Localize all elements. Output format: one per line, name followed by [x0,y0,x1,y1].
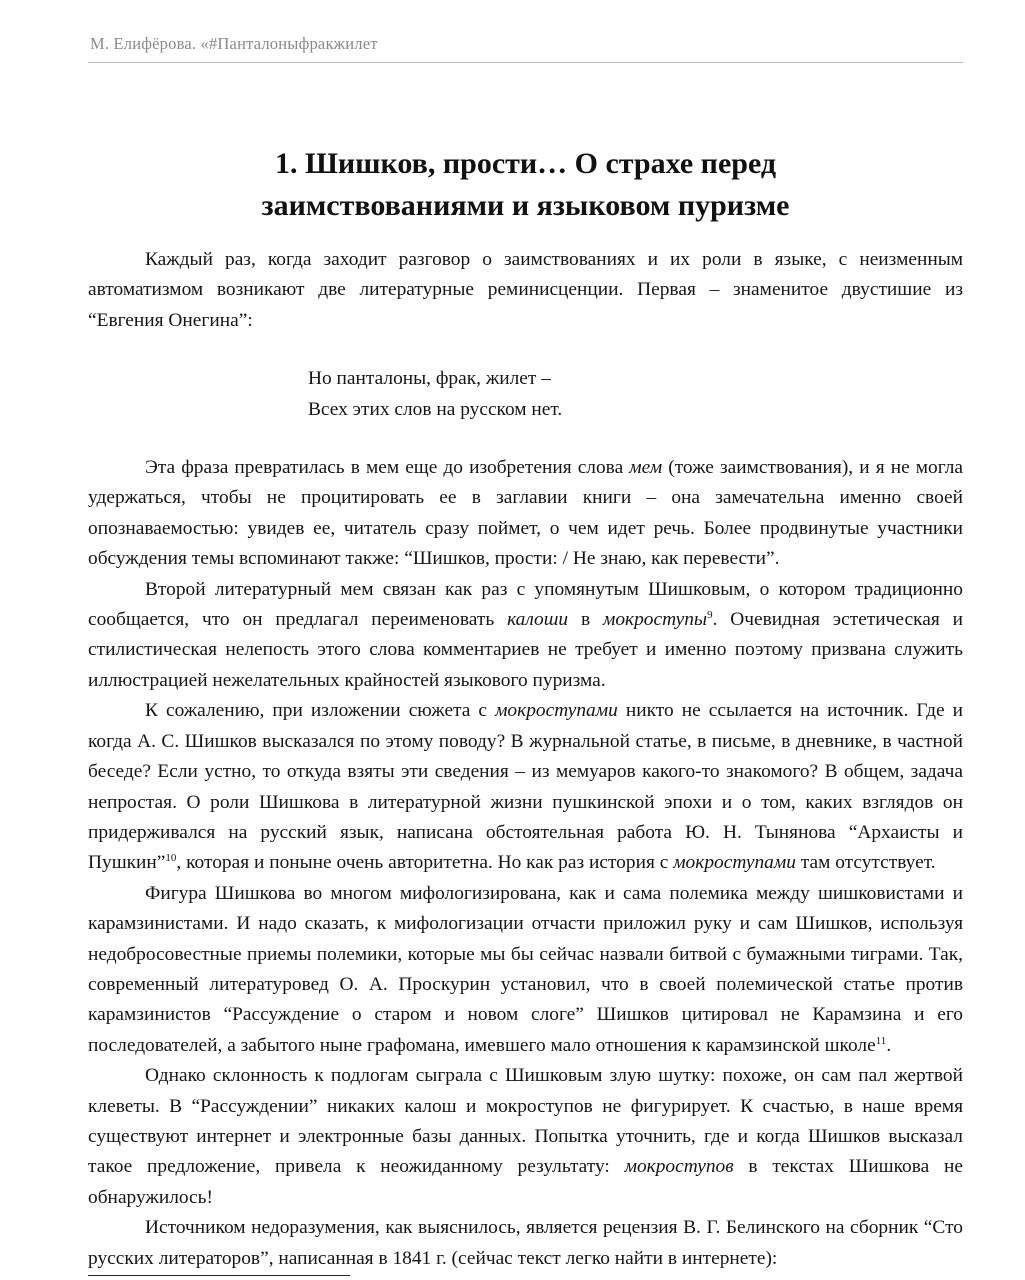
paragraph-4 [88,696,963,878]
paragraph-3-em-2: мокроступы [602,609,708,631]
paragraph-3-text-c: . Очевидная эстетическая и стилистическая нелепость этого слова комментариев не требует и именно поэтому призвана служить иллюстрацией нежелательных крайностей языкового пуризма. [88,609,963,691]
paragraph-5-text-b: . [886,1034,892,1056]
paragraph-5-text-a: Фигура Шишкова во многом мифологизирована, как и сама полемика между шишковистами и карамзинистами. И надо сказать, к мифологизации отчасти приложил руку и сам Шишков, используя недобросовестные приемы полемики, которые мы бы сейчас назвали битвой с бумажными тиграми. Так, современный литературовед О. А. Проскурин установил, что в своей полемической статье против карамзинистов “Рассуждение о старом и новом слоге” Шишков цитировал не Карамзина и его последователей, а забытого ныне графомана, имевшего мало отношения к карамзинской школе [88,882,963,1056]
paragraph-3-text-a: Второй литературный мем связан как раз с упомянутым Шишковым, о котором традиционно сообщается, что он предлагал переименовать [88,578,963,631]
chapter-title-line-2: заимствованиями и языковом пуризме [261,189,790,222]
paragraph-1: Каждый раз, когда заходит разговор о заимствованиях и их роли в языке, с неизменным автоматизмом возникают две литературные реминисценции. Первая – знаменитое двустишие из “Евгения Онегина”: [88,249,963,331]
paragraph-4-text-d: там отсутствует. [795,852,936,874]
paragraph-2-em-1: мем [629,457,663,479]
paragraph-2-text-b: (тоже заимствования), и я не могла удержаться, чтобы не процитировать ее в заглавии книги – она замечательна именно своей опознаваемостью: увидев ее, читатель сразу поймет, о чем идет речь. Более продвинутые участники обсуждения темы вспоминают также: “Шишков, прости: / Не знаю, как перевести”. [88,457,963,570]
footnote-divider [88,1275,350,1276]
poem-line-2: Всех этих слов на русском нет. [308,398,563,420]
paragraph-4-text-a: К сожалению, при изложении сюжета с [145,700,496,722]
body-text [88,245,963,1274]
poem-quote [308,364,963,425]
running-head: М. Елифёрова. «#Панталоныфракжилет [90,34,378,53]
paragraph-6-text-b: в текстах Шишкова не обнаружилось! [88,1156,963,1208]
paragraph-3-text-b: в [568,609,603,631]
poem-line-1: Но панталоны, фрак, жилет – [308,368,551,390]
footnote-ref-10[interactable]: 10 [165,852,177,865]
footnote-ref-9[interactable]: 9 [707,609,713,622]
chapter-title-line-1: 1. Шишков, прости… О страхе перед [274,147,777,180]
paragraph-3 [88,575,963,697]
paragraph-6 [88,1061,963,1213]
paragraph-6-text-a: Однако склонность к подлогам сыграла с Шишковым злую шутку: похоже, он сам пал жертвой клеветы. В “Рассуждении” никаких калош и мокроступов не фигурирует. К счастью, в наше время существуют интернет и электронные базы данных. Попытка уточнить, где и когда Шишков высказал такое предложение, привела к неожиданному результату: [88,1065,963,1178]
paragraph-6-em-1: мокроступов [624,1156,734,1178]
paragraph-7: Источником недоразумения, как выяснилось, является рецензия В. Г. Белинского на сборник “Сто русских литераторов”, написанная в 1841 г. (сейчас текст легко найти в интернете): [88,1217,963,1269]
paragraph-4-em-2: мокроступами [673,852,796,874]
header-divider [88,62,963,63]
paragraph-3-em-1: калоши [507,609,569,631]
paragraph-4-text-b: никто не ссылается на источник. Где и когда А. С. Шишков высказался по этому поводу? В журнальной статье, в письме, в дневнике, в частной беседе? Если устно, то откуда взяты эти сведения – из мемуаров какого-то знакомого? В общем, задача непростая. О роли Шишкова в литературной жизни пушкинской эпохи и о том, каких взглядов он придерживался на русский язык, написана обстоятельная работа Ю. Н. Тынянова “Архаисты и Пушкин” [88,700,963,874]
paragraph-5 [88,879,963,1061]
footnote-ref-11[interactable]: 11 [875,1034,887,1047]
paragraph-2-text-a: Эта фраза превратилась в мем еще до изобретения слова [145,457,630,479]
paragraph-4-text-c: , которая и поныне очень авторитетна. Но как раз история с [176,852,674,874]
chapter-title [88,143,963,227]
paragraph-2 [88,453,963,575]
paragraph-4-em-1: мокроступами [495,700,618,722]
